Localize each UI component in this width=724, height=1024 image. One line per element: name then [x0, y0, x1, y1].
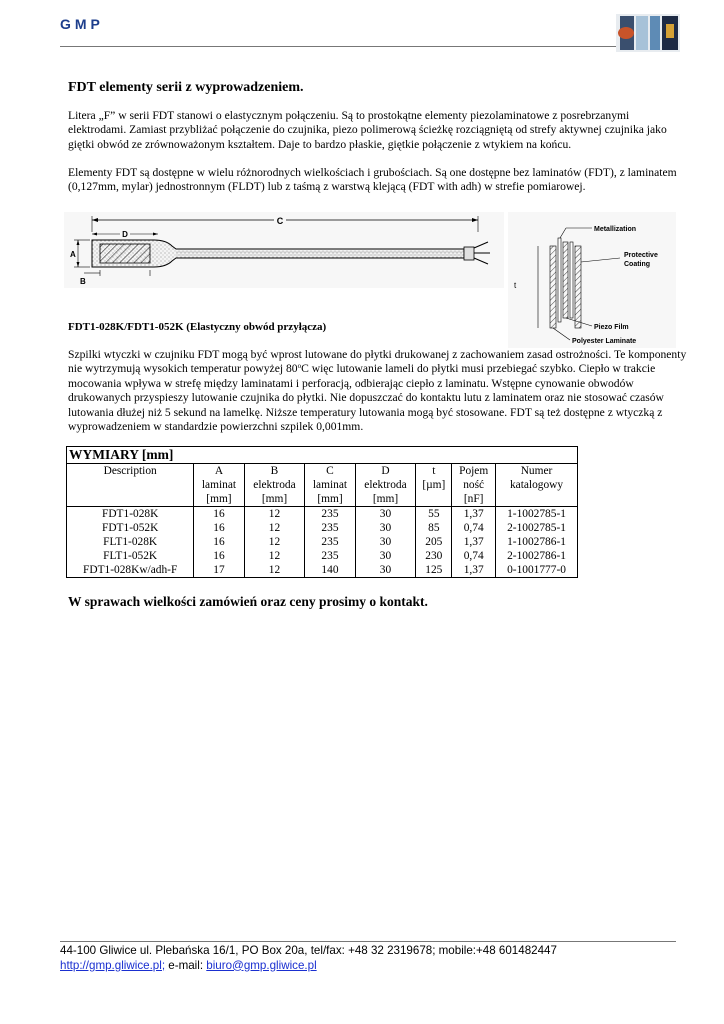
header-product-image: [616, 14, 680, 52]
availability-paragraph: Elementy FDT są dostępne w wielu różnorodnych wielkościach i grubościach. Są one dostępne bez laminatów (FDT), z laminatem (0,127mm, mylar) jednostronnym (FLDT) lub z taśmą z warstwą klejącą (FDT with adh) w strefie pomiarowej.: [68, 166, 677, 194]
website-link[interactable]: http://gmp.gliwice.pl;: [60, 958, 166, 972]
table-header-cell: [416, 492, 452, 507]
contact-note: W sprawach wielkości zamówień oraz ceny prosimy o kontakt.: [68, 594, 428, 609]
table-cell: 16: [194, 521, 244, 535]
dim-label-t: t: [514, 281, 517, 290]
label-polyester-laminate: Polyester Laminate: [572, 338, 637, 345]
table-header-cell: ność: [452, 478, 496, 492]
table-cell: FLT1-052K: [67, 549, 194, 563]
email-link[interactable]: biuro@gmp.gliwice.pl: [206, 958, 317, 972]
table-header-cell: [mm]: [355, 492, 416, 507]
table-row: [67, 535, 578, 549]
dim-label-a: A: [70, 250, 76, 259]
table-row: [67, 563, 578, 578]
table-cell: 140: [305, 563, 355, 578]
table-cell: FDT1-052K: [67, 521, 194, 535]
table-cell: 12: [244, 507, 305, 522]
table-header-cell: Pojem: [452, 464, 496, 479]
table-cell: 1,37: [452, 507, 496, 522]
table-header-cell: A: [194, 464, 244, 479]
table-cell: 0-1001777-0: [496, 563, 578, 578]
table-header-row: [67, 464, 578, 479]
table-cell: 1-1002785-1: [496, 507, 578, 522]
table-cell: 16: [194, 507, 244, 522]
table-header-cell: [67, 478, 194, 492]
table-cell: 30: [355, 535, 416, 549]
table-row: [67, 507, 578, 522]
table-header-cell: [496, 492, 578, 507]
table-header-cell: C: [305, 464, 355, 479]
table-cell: 0,74: [452, 521, 496, 535]
dim-label-d: D: [122, 230, 128, 239]
label-protective-coating-2: Coating: [624, 261, 651, 268]
table-cell: 30: [355, 549, 416, 563]
email-label: e-mail:: [165, 958, 207, 972]
soldering-text-part1: Szpilki wtyczki w czujniku FDT mogą być wprost lutowane do płytki drukowanej z zachowaniem zasad ostrożności. Te komponenty nie wytrzymują wysokich temperatur powyżej 80: [68, 348, 687, 376]
footer-address: 44-100 Gliwice ul. Plebańska 16/1, PO Box 20a, tel/fax: +48 32 2319678; mobile:+48 601482447: [60, 944, 557, 957]
table-cell: 16: [194, 549, 244, 563]
table-header-cell: [mm]: [244, 492, 305, 507]
table-header-cell: elektroda: [244, 478, 305, 492]
table-header-cell: elektroda: [355, 478, 416, 492]
footer-divider: [60, 941, 676, 942]
table-row: [67, 521, 578, 535]
dim-label-b: B: [80, 277, 86, 286]
table-title: WYMIARY [mm]: [67, 447, 578, 464]
table-cell: 230: [416, 549, 452, 563]
sensor-cross-section-diagram: [508, 212, 676, 348]
table-cell: 235: [305, 549, 355, 563]
table-body: [67, 507, 578, 578]
footer: [60, 944, 557, 973]
table-cell: 2-1002785-1: [496, 521, 578, 535]
table-cell: 125: [416, 563, 452, 578]
table-header-cell: t: [416, 464, 452, 479]
table-cell: 0,74: [452, 549, 496, 563]
table-cell: 55: [416, 507, 452, 522]
table-cell: 16: [194, 535, 244, 549]
intro-paragraph: Litera „F” w serii FDT stanowi o elastycznym połączeniu. Są to prostokątne elementy piezolaminatowe z posrebrzanymi elektrodami. Zamiast przybliżać połączenie do czujnika, piezo polimerową ścieżkę rozciągniętą od strefy aktywnej czujnika jako giętki obwód ze zrównoważonym kształtem. Daje to bardzo płaskie, giętkie połączenie z wtykiem na końcu.: [68, 109, 667, 151]
table-cell: 12: [244, 563, 305, 578]
table-cell: 17: [194, 563, 244, 578]
table-header-cell: [mm]: [305, 492, 355, 507]
table-header-cell: Numer: [496, 464, 578, 479]
table-cell: 12: [244, 549, 305, 563]
table-cell: 1,37: [452, 535, 496, 549]
table-header-cell: Description: [67, 464, 194, 479]
table-header-cell: D: [355, 464, 416, 479]
table-cell: 2-1002786-1: [496, 549, 578, 563]
table-cell: 30: [355, 507, 416, 522]
header-divider: [60, 46, 616, 47]
table-cell: 1-1002786-1: [496, 535, 578, 549]
soldering-paragraph: [68, 348, 690, 434]
dimensions-table: [66, 446, 578, 578]
table-header-cell: katalogowy: [496, 478, 578, 492]
table-header: [67, 464, 578, 507]
table-header-cell: [µm]: [416, 478, 452, 492]
table-cell: 30: [355, 563, 416, 578]
table-cell: 30: [355, 521, 416, 535]
table-header-row: [67, 492, 578, 507]
table-cell: 12: [244, 521, 305, 535]
label-metallization: Metallization: [594, 226, 637, 233]
dim-label-c: C: [276, 216, 284, 226]
table-header-cell: B: [244, 464, 305, 479]
table-cell: FDT1-028Kw/adh-F: [67, 563, 194, 578]
table-header-cell: [mm]: [194, 492, 244, 507]
table-cell: 235: [305, 521, 355, 535]
page-title: FDT elementy serii z wyprowadzeniem.: [68, 80, 304, 95]
soldering-text-part2: C więc lutowanie lameli do płytki musi przebiegać szybko. Ciepło w trakcie mocowania wpływa w strefę między laminatami i perforacją, odbierając ciepło z laminatu. Wstępne cynowanie obwodów drukowanych przyspieszy lutowanie czujnika do płytki. Nie dopuszczać do kontaktu lutu z laminatem oraz nie stosować czasów lutowania dłużej niż 5 sekund na lamelkę. Niższe temperatury lutowania mogą być stosowane. FDT są też dostępne z wtyczką z wyprowadzeniem w standardzie powierzchni szpilek 0,001mm.: [68, 362, 664, 434]
sensor-dimension-diagram: [64, 212, 504, 288]
table-cell: 235: [305, 507, 355, 522]
table-header-cell: [nF]: [452, 492, 496, 507]
diagram-caption: FDT1-028K/FDT1-052K (Elastyczny obwód przyłącza): [68, 321, 327, 333]
label-protective-coating-1: Protective: [624, 252, 658, 259]
footer-links: [60, 959, 557, 974]
table-header-cell: laminat: [194, 478, 244, 492]
table-cell: 85: [416, 521, 452, 535]
company-logo: GMP: [60, 16, 104, 32]
table-header-cell: laminat: [305, 478, 355, 492]
table-cell: FLT1-028K: [67, 535, 194, 549]
table-cell: 12: [244, 535, 305, 549]
table-header-row: [67, 478, 578, 492]
table-cell: 205: [416, 535, 452, 549]
degree-superscript: o: [297, 362, 302, 371]
table-cell: 235: [305, 535, 355, 549]
table-cell: FDT1-028K: [67, 507, 194, 522]
table-cell: 1,37: [452, 563, 496, 578]
label-piezo-film: Piezo Film: [594, 324, 629, 331]
table-row: [67, 549, 578, 563]
table-header-cell: [67, 492, 194, 507]
